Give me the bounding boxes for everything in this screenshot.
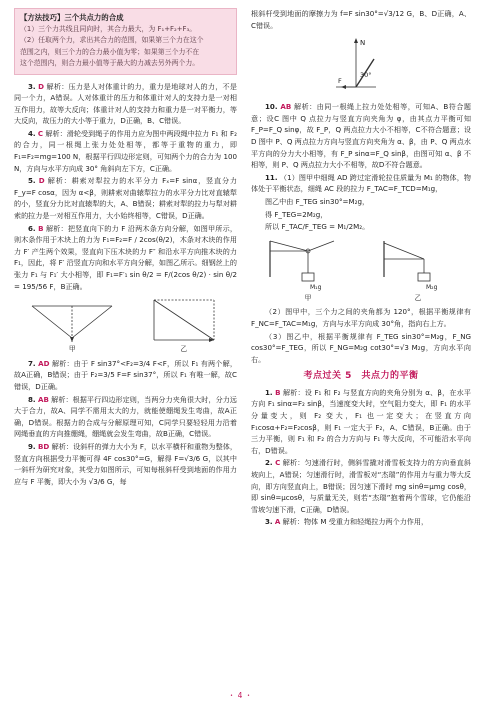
answer-7: 7. AD 解析：由于 F sin37°<F₂=3/4 F<F，所以 F₁ 有两个解，故A正确，B错误；由于 F₂=3/5 F=F sin37°，所以 F₁ 有唯一解，故C错误，D正确。	[14, 358, 237, 391]
answer-letter: D	[38, 81, 45, 91]
decomposition-diagram	[144, 296, 224, 344]
answer-letter: BD	[37, 441, 50, 451]
weight-label: M₁g	[310, 283, 322, 291]
answer-letter: AD	[38, 358, 50, 368]
pulley-diagrams	[251, 237, 471, 305]
answer-s5-1: 1. B 解析：设 F₁ 和 F₂ 与竖直方向的夹角分别为 α、β，在水平方向 F₁ sinα=F₂ sinβ，当速度变大时，空气阻力变大，即 F₁ 的水平分量变大，则 F₂ 变大，F₁ 也一定变大；在竖直方向 F₁cosα+F₂=F₂cosβ，则 F₁ 一定大于 F₂，A、C错误，B正确。由于三力平衡，则 F₁ 和 F₂ 的合力方向与 F₁ 等大反向，不可能沿水平向右，D错误。	[251, 387, 471, 455]
diagram-jia	[27, 296, 117, 356]
answer-letter: D	[38, 176, 45, 186]
figure-caption: 甲	[68, 345, 76, 354]
answer-s5-2: 2. C 解析：匀速滑行时，侧斜雪撬对滑雪板支持力的方向垂直斜坡向上，A错误；匀速滑行时，滑雪板对“杰瑞”的作用力与重力等大反向，即方向竖直向上，B错误；因匀速下滑时 mg sinθ=μmg cosθ，即 sinθ=μcosθ，与质量无关，则若“杰瑞”抱着两个雪球，它仍能沿雪坡匀速下滑，C正确，D错误。	[251, 458, 472, 514]
answer-6: 6. B 解析：把竖直向下的力 F 沿两木条方向分解，如图甲所示，则木条作用于木块上的力为 F₁=F₂=F / 2cos(θ/2)，木条对木块的作用力 F′ 产生两个效果，竖直向下压木块的力 F″ 和沿水平方向推木块的力 F₁，因此，将 F′ 沿竖直方向和水平方向分解，如图乙所示。细钢丝上的张力 F₁ 与 F₁′ 大小相等，即 F₁=F′₁ sin θ/2 = F/(2cos θ/2) · sin θ/2 = 195/56 F，B正确。	[14, 223, 237, 291]
figure-caption: 乙	[414, 293, 422, 302]
tip-title: 【方法技巧】三个共点力的合成	[20, 13, 124, 22]
tip-line: 这个范围内，则合力最小值等于最大的力减去另外两个力。	[20, 59, 200, 67]
answer-11: 11. （1）图甲中细绳 AD 跨过定滑轮拉住质量为 M₁ 的物体，物体处于平衡状态，细绳 AC 段的拉力 F_TAC=F_TCD=M₁g，	[251, 172, 471, 194]
answer-letter: B	[275, 387, 281, 397]
left-column	[14, 8, 237, 488]
weight-label: M₂g	[426, 283, 438, 291]
page-number: ・ 4 ・	[227, 691, 253, 700]
answer-letter: B	[38, 223, 44, 233]
diagram-yi-pulley	[378, 237, 458, 305]
diagram-jia-pulley	[264, 237, 352, 305]
diagram-yi	[144, 296, 224, 356]
answer-s5-3: 3. A 解析：物体 M 受重力和轻绳拉力两个力作用，	[265, 517, 429, 527]
answer-4: 4. C 解析：滑轮受到绳子的作用力应为图中两段绳中拉力 F₁ 和 F₂ 的合力，同一根绳上张力处处相等，都等于重物的重力，即 F₁=F₂=mg=100 N，根据平行四边形定则，可知两个力的合力为 100 N，方向与水平方向成 30° 角斜向左下方，C正确。	[14, 128, 237, 173]
rod-force-diagram	[326, 33, 396, 95]
pulley-diagram-a	[264, 237, 352, 293]
answer-5: 5. D 解析：耕索对犁拉力的水平分力 Fₓ=F sinα，竖直分力 F_y=F cosα，因为 α<β，则耕索对曲辕犁拉力的水平分力比对直辕犁的小，竖直分力比对直辕犁的大，A、B错误；耕索对犁的拉力与犁对耕索的拉力是一对相互作用力，大小始终相等，C错误，D正确。	[14, 176, 237, 221]
figure-caption: 乙	[180, 345, 188, 354]
figure-caption: 甲	[304, 293, 312, 302]
tip-line: （1）三个力共线且同向时，其合力最大，为 F₁+F₂+F₃。	[20, 24, 197, 33]
force-diagrams-q6	[14, 296, 237, 356]
answer-9-continued: 根斜杆受到地面的摩擦力为 f=F sin30°=√3/12 G，B、D正确，A、C错误。	[251, 9, 471, 30]
answer-10: 10. AB 解析：由同一根绳上拉力处处相等，可知A、B符合题意；设C 图中 Q 点拉力与竖直方向夹角为 φ，由其点力平衡可知 F_P=F_Q sinφ，故 F_P，Q 两点拉力大小不相等，C不符合题意；设 D 图中 P、Q 两点拉力方向与竖直方向夹角为 α、β，由 P、Q 两点水平方向的分力大小相等，有 F_P sinα=F_Q sinβ，由图可知 α、β 不相等，则 P、Q 两点拉力大小不相等，故D不符合题意。	[251, 102, 471, 170]
force-f-label: F	[338, 77, 342, 86]
answer-8: 8. AB 解析：根据平行四边形定则，当两分力夹角很大时，分力远大于合力，故A、同学不需用太大的力，就能使绷绳发生弯曲，故A正确，D错误。根据力的合成与分解原理可知，C同学只要轻轻用力沿着网绳垂直的方向推绷绳，绷绳就会发生弯曲，故B正确，C错误。	[14, 394, 237, 439]
pulley-diagram-b	[378, 237, 458, 293]
answer-3: 3. D 解析：压力是人对体重计的力，重力是地球对人的力，不是同一个力，A错误。人对体重计的压力和体重计对人的支持力是一对相互作用力，故等大反向；体重计对人的支持力和重力是一对平衡力，等大反向，故压力的大小等于重力，D正确，B、C错误。	[14, 81, 237, 126]
answer-letter: AB	[280, 102, 292, 112]
right-column	[251, 8, 471, 529]
answer-11-step: 得 F_TEG=2M₂g，	[265, 209, 328, 219]
answer-11-step: 图乙中由 F_TEG sin30°=M₂g，	[265, 196, 370, 206]
answer-11-part3: （3）图乙中，根据平衡规律有 F_TEG sin30°=M₂g，F_NG cos30°=F_TEG，所以 F_NG=M₂g cot30°=√3 M₂g，方向水平向右。	[251, 331, 471, 364]
section-title: 考点过关 5 共点力的平衡	[303, 371, 419, 382]
answer-11-part2: （2）图甲中，三个力之间的夹角都为 120°，根据平衡规律有 F_NC=F_TAC=M₁g，方向与水平方向成 30°角，指向右上方。	[251, 307, 471, 328]
tip-line: 范围之内，则三个力的合力最小值为零；如果第三个力不在	[20, 47, 200, 56]
triangle-force-diagram	[27, 296, 117, 344]
angle-label: 30°	[360, 71, 372, 80]
normal-force-label: N	[360, 39, 366, 48]
answer-letter: C	[275, 458, 281, 468]
tip-line: （2）任取两个力，求出其合力的范围，如果第三个力在这个	[20, 36, 204, 44]
answer-letter: AB	[37, 394, 49, 404]
answer-11-step: 所以 F_TAC/F_TEG = M₁/2M₂。	[265, 222, 370, 232]
slant-rod-diagram	[251, 33, 471, 95]
answer-letter: A	[274, 517, 281, 527]
answer-9: 9. BD 解析：设斜杆的弹力大小为 F，以水平横杆和重物为整体，竖直方向根据受力平衡可得 4F cos30°=G，解得 F=√3/6 G，以其中一斜杆为研究对象，其受力如图所示，可知每根斜杆受到地面的作用力应与 F 平衡，即大小为 √3/6 G，每	[14, 441, 237, 486]
method-tip-box	[14, 8, 237, 75]
answer-letter: C	[37, 128, 44, 138]
